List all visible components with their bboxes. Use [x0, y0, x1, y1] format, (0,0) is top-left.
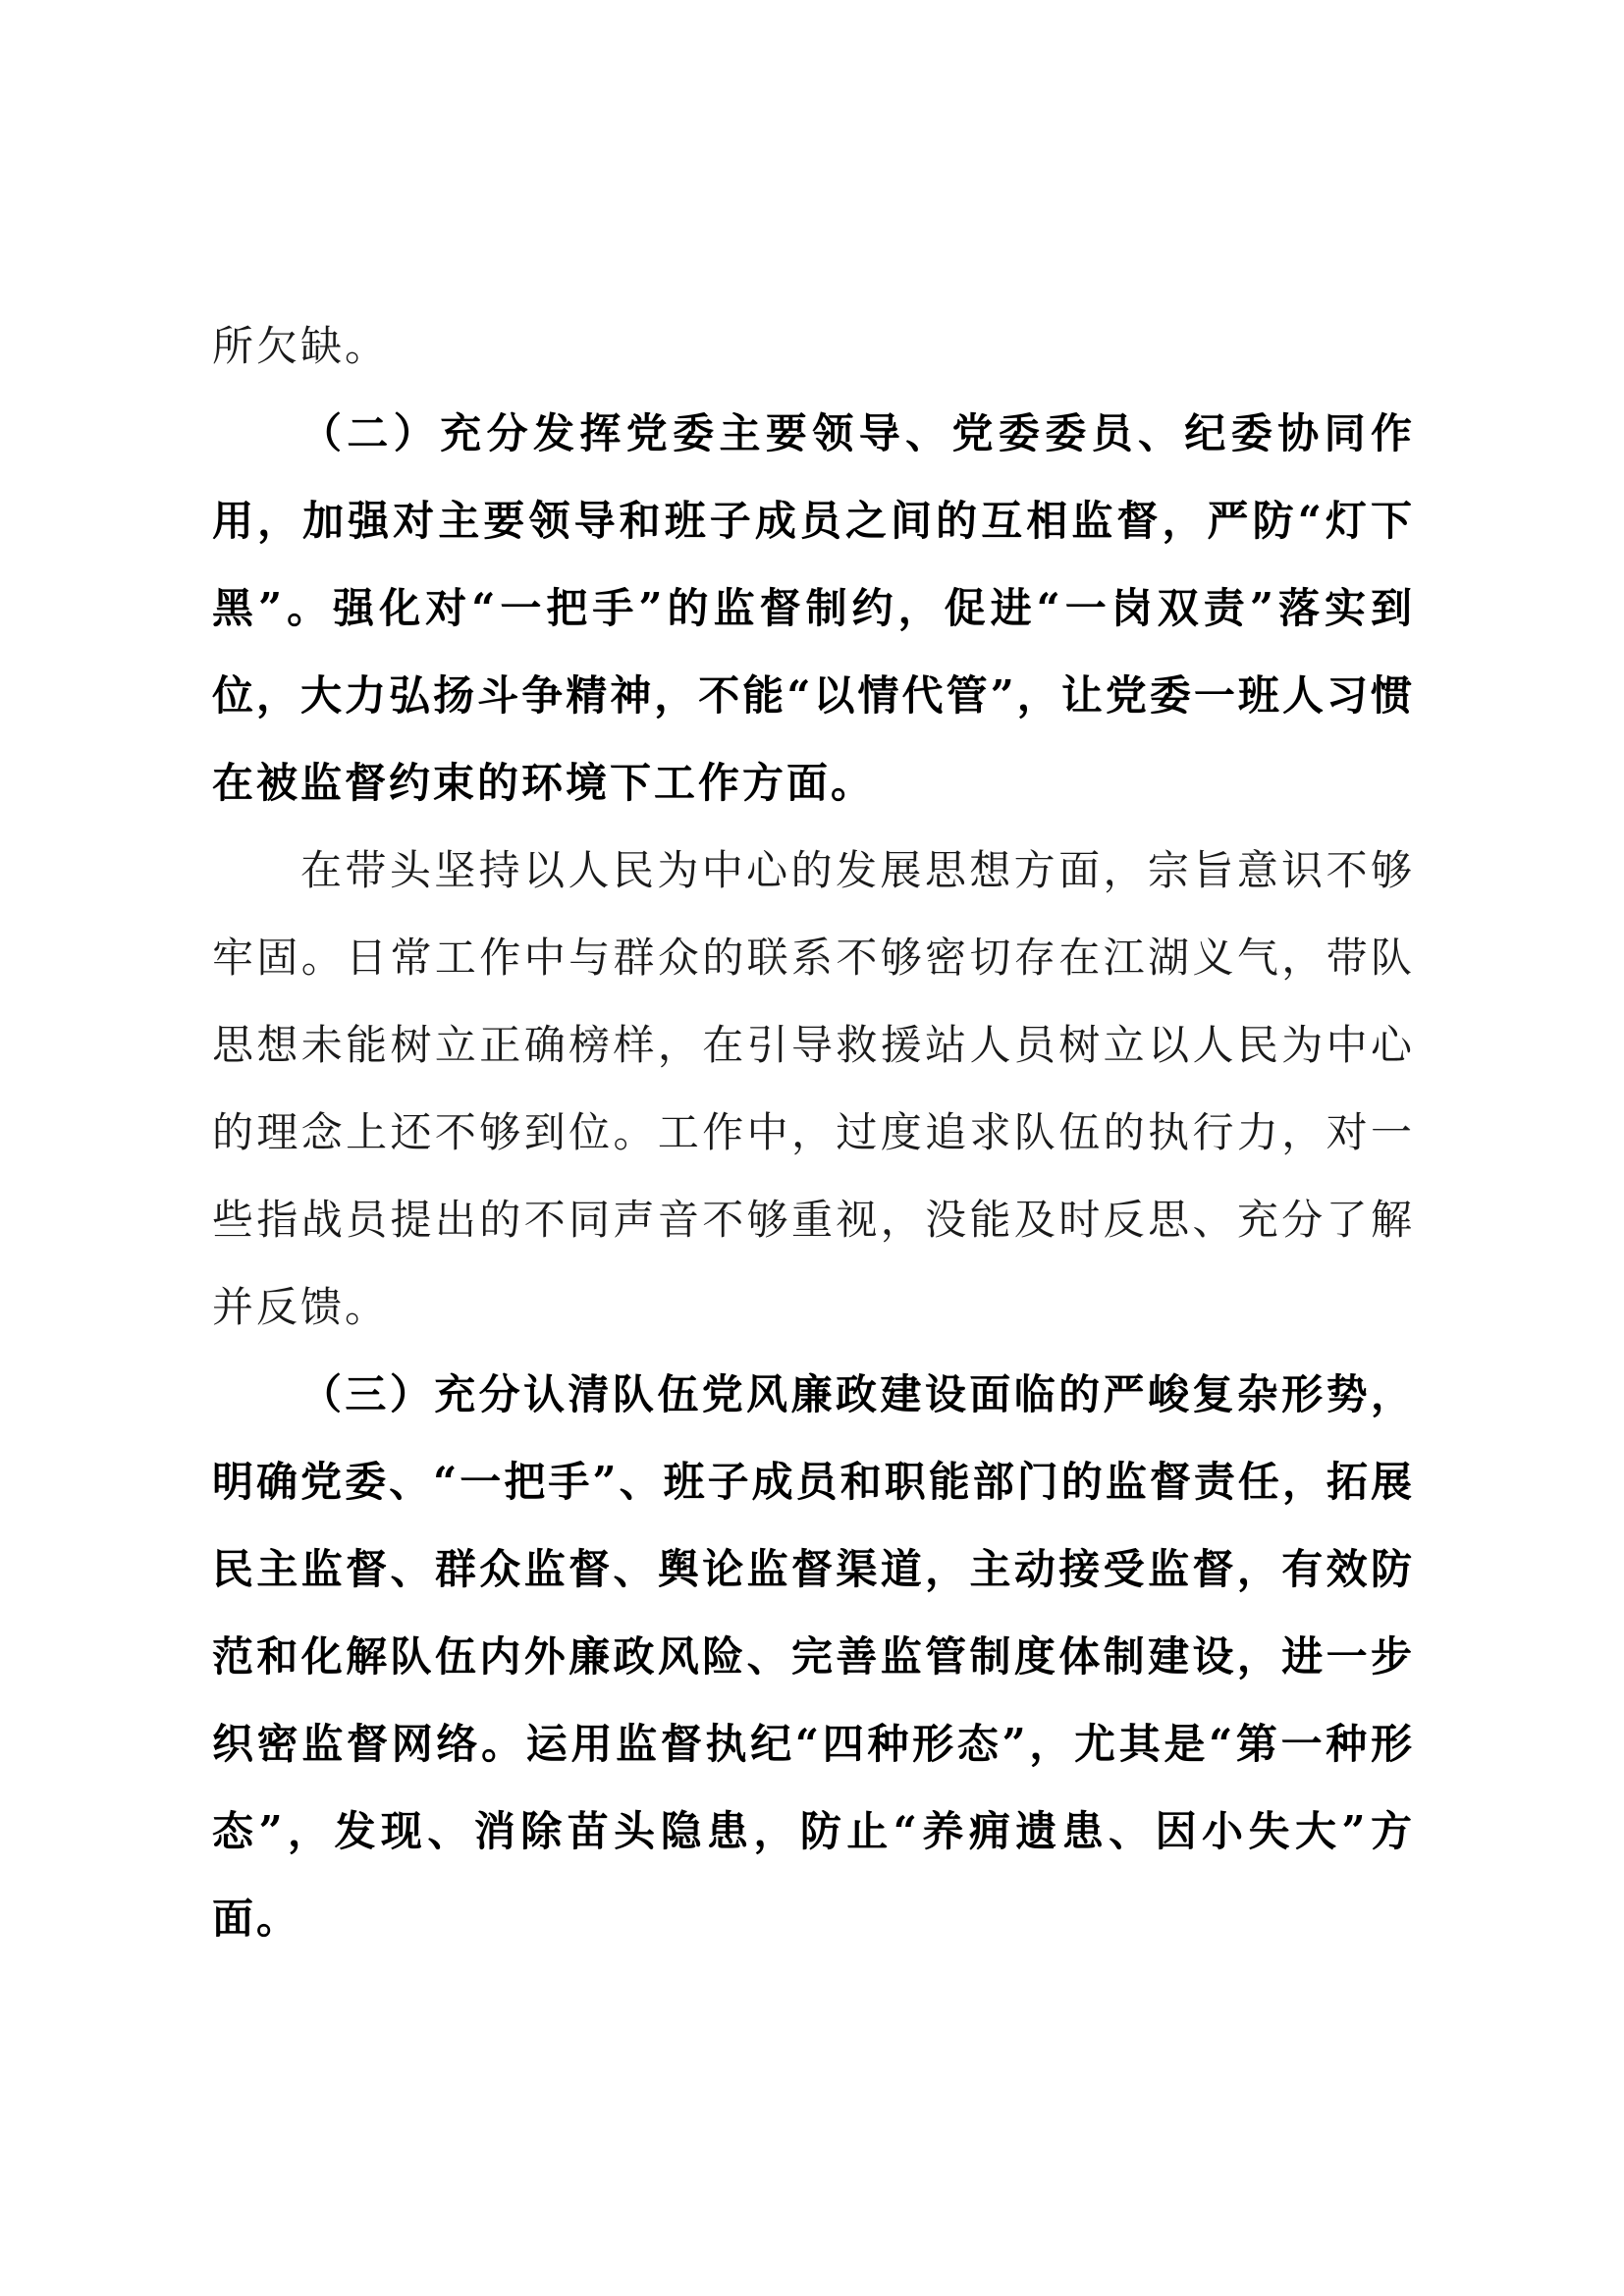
section-heading-3: （三）充分认清队伍党风廉政建设面临的严峻复杂形势，明确党委、“一把手”、班子成员和职能部门的监督责任，拓展民主监督、群众监督、舆论监督渠道，主动接受监督，有效防范和化解队伍内外廉政风险、完善监管制度体制建设，进一步织密监督网络。运用监督执纪“四种形态”，尤其是“第一种形态”，发现、消除苗头隐患，防止“养痈遗患、因小失大”方面。	[212, 1370, 1415, 1943]
body-paragraph-2: 在带头坚持以人民为中心的发展思想方面，宗旨意识不够牢固。日常工作中与群众的联系不够密切存在江湖义气，带队思想未能树立正确榜样，在引导救援站人员树立以人民为中心的理念上还不够到位。工作中，过度追求队伍的执行力，对一些指战员提出的不同声音不够重视，没能及时反思、充分了解并反馈。	[212, 846, 1415, 1331]
continuation-paragraph: 所欠缺。	[212, 322, 390, 370]
section-heading-2: （二）充分发挥党委主要领导、党委委员、纪委协同作用，加强对主要领导和班子成员之间的互相监督，严防“灯下黑”。强化对“一把手”的监督制约，促进“一岗双责”落实到位，大力弘扬斗争精神，不能“以情代管”，让党委一班人习惯在被监督约束的环境下工作方面。	[212, 409, 1415, 807]
